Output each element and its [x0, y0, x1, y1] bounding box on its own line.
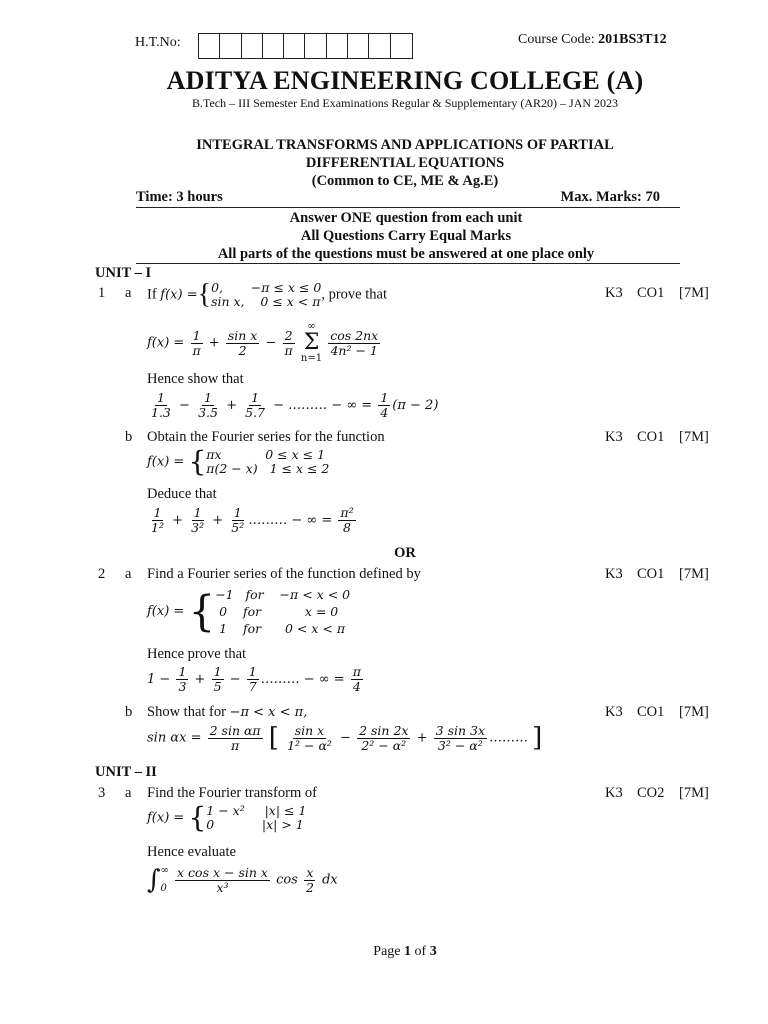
co-level: CO1: [637, 429, 665, 445]
q1a-hence: Hence show that: [147, 371, 244, 387]
college-title: ADITYA ENGINEERING COLLEGE (A): [166, 66, 644, 95]
htno-label: H.T.No:: [135, 35, 181, 50]
subject-title: INTEGRAL TRANSFORMS AND APPLICATIONS OF PARTIAL DIFFERENTIAL EQUATIONS (Common to CE, ME & Ag.E): [196, 137, 614, 189]
q3a-function: f(x) = { 1 − x² |x| ≤ 1 0 |x| > 1: [147, 801, 307, 834]
q3a-statement: Find the Fourier transform of: [147, 785, 317, 801]
divider-bottom: [136, 263, 680, 264]
marks: [7M]: [679, 785, 709, 801]
q1b-deduce: Deduce that: [147, 486, 217, 502]
q1a-formula: f(x) = $\frac{1}{\pi}$ + $\frac{\text{sin x}}{2}$ − $\frac{2}{\pi}$ ∞ Σ n=1 $\frac{\cos 2nx}{\text{4n² − 1}}$: [147, 321, 379, 364]
course-code: Course Code: 201BS3T12: [518, 32, 667, 47]
instructions: Answer ONE question from each unit All Questions Carry Equal Marks All parts of the questions must be answered at one place only: [217, 210, 595, 262]
k-level: K3: [605, 704, 623, 720]
or-separator: OR: [394, 545, 416, 561]
q3a-hence: Hence evaluate: [147, 844, 236, 860]
question-part: a: [125, 566, 132, 582]
divider-top: [136, 207, 680, 208]
question-part: b: [125, 704, 133, 720]
q1a-series: $\frac{1}{1.3}$ − $\frac{1}{3.5}$ + $\frac{1}{5.7}$ − ……… − ∞ = $\frac{1}{4}$ (π − 2): [151, 390, 439, 420]
q3a-integral: ∫ ∞ 0 $\frac{\text{x cos x − sin x}}{\text{x³}}$ cos $\frac{x}{2}$ dx: [147, 864, 338, 895]
co-level: CO1: [637, 285, 665, 301]
q1a-statement: If f(x) ={ 0, −π ≤ x ≤ 0 sin x, 0 ≤ x < π , prove that: [147, 279, 387, 310]
page-footer: Page 1 of 3: [373, 944, 437, 959]
time-marks-bar: Time: 3 hours Max. Marks: 70: [136, 189, 660, 205]
q2a-statement: Find a Fourier series of the function defined by: [147, 566, 421, 582]
marks: [7M]: [679, 429, 709, 445]
q2b-formula: sin αx = $\frac{\text{2 sin απ}}{\pi}$ [ $\frac{\text{sin x}}{\text{1² − α²}}$ − $\frac{2 \sin 2x}{\text{2² − α²}}$ + $\frac{3 \sin 3x}{\text{3² − α²}}$ ……… ]: [147, 722, 543, 753]
k-level: K3: [605, 785, 623, 801]
exam-subtitle: B.Tech – III Semester End Examinations Regular & Supplementary (AR20) – JAN 2023: [191, 96, 619, 110]
q2b-statement: Show that for −π < x < π,: [147, 704, 308, 720]
q1b-statement: Obtain the Fourier series for the function: [147, 429, 385, 445]
htno-boxes: [198, 33, 413, 59]
question-number: 2: [98, 566, 106, 582]
k-level: K3: [605, 566, 623, 582]
k-level: K3: [605, 285, 623, 301]
marks: [7M]: [679, 285, 709, 301]
question-part: b: [125, 429, 133, 445]
question-number: 1: [98, 285, 106, 301]
co-level: CO1: [637, 566, 665, 582]
question-part: a: [125, 285, 132, 301]
co-level: CO2: [637, 785, 665, 801]
q2a-series: 1 − $\frac{1}{3}$ + $\frac{1}{5}$ − $\frac{1}{7}$ ……… − ∞ = $\frac{\pi}{4}$: [147, 664, 362, 694]
marks: [7M]: [679, 566, 709, 582]
k-level: K3: [605, 429, 623, 445]
unit-1-heading: UNIT – I: [95, 265, 152, 281]
q1b-function: f(x) = { πx 0 ≤ x ≤ 1 π(2 − x) 1 ≤ x ≤ 2: [147, 445, 330, 478]
marks: [7M]: [679, 704, 709, 720]
q1b-series: $\frac{1}{\text{1²}}$ + $\frac{1}{\text{3²}}$ + $\frac{1}{\text{5²}}$ ……… − ∞ = $\frac{\text{π²}}{8}$: [151, 505, 354, 535]
q2a-hence: Hence prove that: [147, 646, 247, 662]
q2a-function: f(x) = { −1 for −π < x < 0 0 for x = 0 1 for 0 < x < π: [147, 586, 351, 636]
co-level: CO1: [637, 704, 665, 720]
question-number: 3: [98, 785, 106, 801]
unit-2-heading: UNIT – II: [95, 764, 157, 780]
question-part: a: [125, 785, 132, 801]
